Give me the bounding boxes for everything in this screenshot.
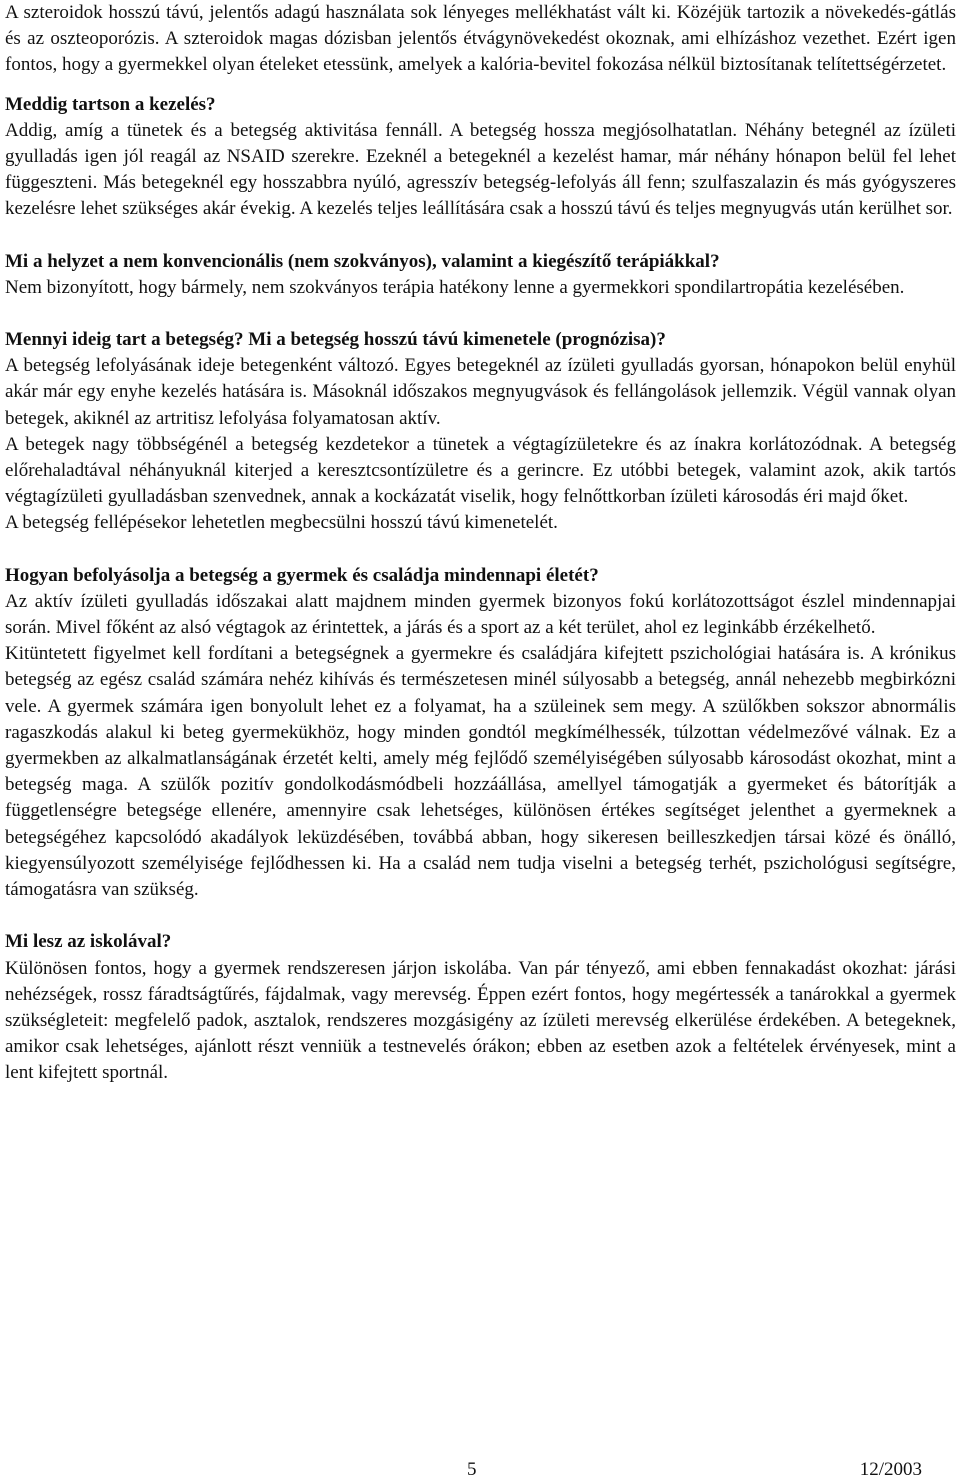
- section-daily-life: [5, 563, 956, 904]
- page-number: 5: [467, 1459, 477, 1480]
- section-paragraph: Különösen fontos, hogy a gyermek rendszeresen járjon iskolába. Van pár tényező, ami ebben fennakadást okozhat: járási nehézségek, rossz fáradtságtűrés, fájdalmak, vagy merevség. Éppen ezért fontos, hogy megértessék a tanárokkal a gyermek szükségleteit: megfelelő padok, asztalok, rendszeres mozgásigény az ízületi merevség elkerülése érdekében. A betegeknek, amikor csak lehetséges, ajánlott részt venniük a testnevelés órákon; ebben az esetben azok a feltételek érvényesek, mint a lent kifejtett sportnál.: [5, 957, 956, 1084]
- section-school: [5, 929, 956, 1086]
- section-paragraph: A betegség fellépésekor lehetetlen megbecsülni hosszú távú kimenetelét.: [5, 512, 558, 534]
- section-prognosis: [5, 327, 956, 537]
- section-heading: Mennyi ideig tart a betegség? Mi a betegség hosszú távú kimenetele (prognózisa)?: [5, 329, 666, 351]
- intro-paragraph: A szteroidok hosszú távú, jelentős adagú használata sok lényeges mellékhatást vált ki. Közéjük tartozik a növekedés-gátlás és az oszteoporózis. A szteroidok magas dózisban jelentős étvágynövekedést okoznak, ami elhízáshoz vezethet. Ezért igen fontos, hogy a gyermekkel olyan ételeket etessünk, amelyek a kalória-bevitel fokozása nélkül biztosítanak telítettségérzetet.: [5, 2, 956, 76]
- section-heading: Mi a helyzet a nem konvencionális (nem szokványos), valamint a kiegészítő terápiákkal?: [5, 250, 720, 272]
- section-heading: Hogyan befolyásolja a betegség a gyermek és családja mindennapi életét?: [5, 564, 599, 586]
- section-paragraph: Az aktív ízületi gyulladás időszakai alatt majdnem minden gyermek bizonyos fokú korlátozottságot észlel mindennapjai során. Mivel főként az alsó végtagok az érintettek, a járás és a sport az a két terület, ahol ez leginkább érzékelhető.: [5, 590, 956, 639]
- footer-date: 12/2003: [859, 1459, 922, 1480]
- section-paragraph: Nem bizonyított, hogy bármely, nem szokványos terápia hatékony lenne a gyermekkori spondilartropátia kezelésében.: [5, 276, 905, 298]
- page-footer: [0, 1458, 960, 1482]
- section-paragraph: A betegség lefolyásának ideje betegenként változó. Egyes betegeknél az ízületi gyulladás gyorsan, hónapokon belül enyhül akár már egy enyhe kezelés hatására is. Másoknál időszakos megnyugvások és fellángolások jellemzik. Végül vannak olyan betegek, akiknél az artritisz lefolyása folyamatosan aktív.: [5, 355, 956, 429]
- section-paragraph: A betegek nagy többségénél a betegség kezdetekor a tünetek a végtagízületekre és az ínakra korlátozódnak. A betegség előrehaladtával néhányuknál kiterjed a keresztcsontízületre és a gerincre. Ez utóbbi betegek, valamint azok, akik tartós végtagízületi gyulladásban szenvednek, annak a kockázatát viselik, hogy felnőttkorban ízületi károsodás éri majd őket.: [5, 433, 956, 508]
- section-paragraph: Kitüntetett figyelmet kell fordítani a betegségnek a gyermekre és családjára kifejtett pszichológiai hatására is. A krónikus betegség az egész család számára nehéz kihívás és természetesen minél súlyosabb a betegség, annál nehezebb megbirkózni vele. A gyermek számára igen bonyolult lehet ez a folyamat, ha a szüleinek sem megy. A szülőkben sokszor abnormális ragaszkodás alakul ki beteg gyermekükhöz, hogy minden gondtól megkímélhessék, túlzottan védelmezővé válnak. Ez a gyermekben az alkalmatlanságának érzetét kelti, amely még fejlődő személyiségében súlyosabb károsodást okozhat, mint a betegség maga. A szülők pozitív gondolkodásmódbeli hozzáállása, amellyel támogatják a gyermeket és bátorítják a függetlenségre betegsége ellenére, amennyire csak lehetséges, különösen értékes segítséget jelenthet a gyermeknek a betegségéhez kapcsolódó akadályok leküzdésében, továbbá abban, hogy sikeresen beilleszkedjen társai közé és önálló, kiegyensúlyozott személyisége fejlődhessen ki. Ha a család nem tudja viselni a betegség terhét, pszichológusi segítségre, támogatásra van szükség.: [5, 643, 956, 901]
- document-body: [5, 0, 956, 1087]
- section-heading: Mi lesz az iskolával?: [5, 931, 172, 953]
- section-unconventional-therapies: [5, 249, 956, 301]
- section-heading: Meddig tartson a kezelés?: [5, 93, 216, 115]
- section-paragraph: Addig, amíg a tünetek és a betegség aktivitása fennáll. A betegség hossza megjósolhatatlan. Néhány betegnél az ízületi gyulladás igen jól reagál az NSAID szerekre. Ezeknél a betegeknél a kezelést hamar, már néhány hónapon belül fel lehet függeszteni. Más betegeknél egy hosszabbra nyúló, agresszív betegség-lefolyás áll fenn; szulfaszalazin és más gyógyszeres kezelésre lehet szükséges akár évekig. A kezelés teljes leállítására csak a hosszú távú és teljes megnyugvás után kerülhet sor.: [5, 119, 956, 220]
- section-treatment-duration: [5, 92, 956, 223]
